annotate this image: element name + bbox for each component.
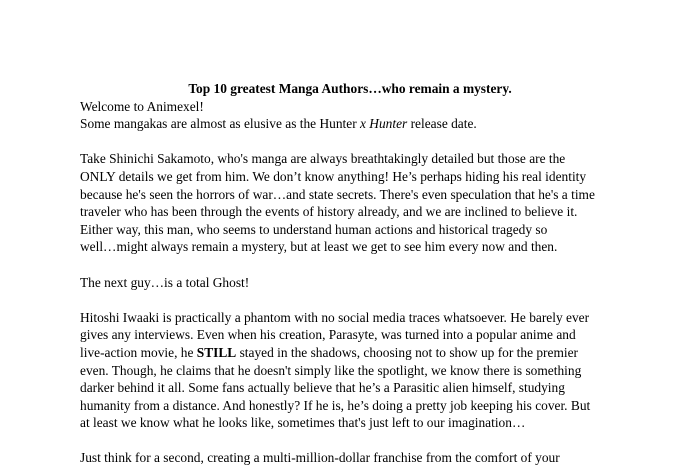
document-page xyxy=(80,80,620,467)
paragraph-gap xyxy=(80,432,620,450)
intro-text-post: release date. xyxy=(407,116,477,132)
paragraph-gap xyxy=(80,291,620,309)
para3-line-7: at least we know what he looks like, sometimes that's just left to our imagination… xyxy=(80,415,526,431)
para1-line-1: Take Shinichi Sakamoto, who's manga are always breathtakingly detailed but those are the xyxy=(80,151,566,167)
para3-line-5: darker behind it all. Some fans actually believe that he’s a Parasitic alien himself, studying xyxy=(80,380,565,396)
para3-line-2: gives any interviews. Even when his creation, Parasyte, was turned into a popular anime and xyxy=(80,327,576,343)
para1-line-6: well…might always remain a mystery, but at least we get to see him every now and then. xyxy=(80,239,558,255)
welcome-line: Welcome to Animexel! xyxy=(80,98,204,114)
para1-line-5: Either way, this man, who seems to understand human actions and historical tragedy so xyxy=(80,221,548,237)
para4-line-1: Just think for a second, creating a multi-million-dollar franchise from the comfort of your xyxy=(80,450,560,466)
para3-line-3 xyxy=(80,344,620,362)
para3-line-6: humanity from a distance. And honestly? If he is, he’s doing a pretty job keeping his cover. But xyxy=(80,397,591,413)
intro-line xyxy=(80,115,620,133)
document-title: Top 10 greatest Manga Authors…who remain a mystery. xyxy=(188,81,512,96)
para3-line-3-post: stayed in the shadows, choosing not to show up for the premier xyxy=(236,344,578,360)
para3-line-4: even. Though, he claims that he doesn't simply like the spotlight, we know there is something xyxy=(80,362,582,378)
para2-line: The next guy…is a total Ghost! xyxy=(80,274,250,290)
para1-line-2: ONLY details we get from him. We don’t know anything! He’s perhaps hiding his real identity xyxy=(80,168,587,184)
paragraph-gap xyxy=(80,256,620,274)
para1-line-4: traveler who has been through the events of history already, and we are inclined to believe it. xyxy=(80,204,578,220)
para1-line-3: because he's seen the horrors of war…and state secrets. There's even speculation that he's a time xyxy=(80,186,595,202)
para3-line-3-bold: STILL xyxy=(196,344,237,360)
intro-text-pre: Some mangakas are almost as elusive as the Hunter xyxy=(80,116,361,132)
paragraph-gap xyxy=(80,133,620,151)
intro-text-italic: x Hunter xyxy=(360,116,408,132)
para3-line-1: Hitoshi Iwaaki is practically a phantom with no social media traces whatsoever. He barely ever xyxy=(80,309,590,325)
para3-line-3-pre: live-action movie, he xyxy=(80,344,197,360)
